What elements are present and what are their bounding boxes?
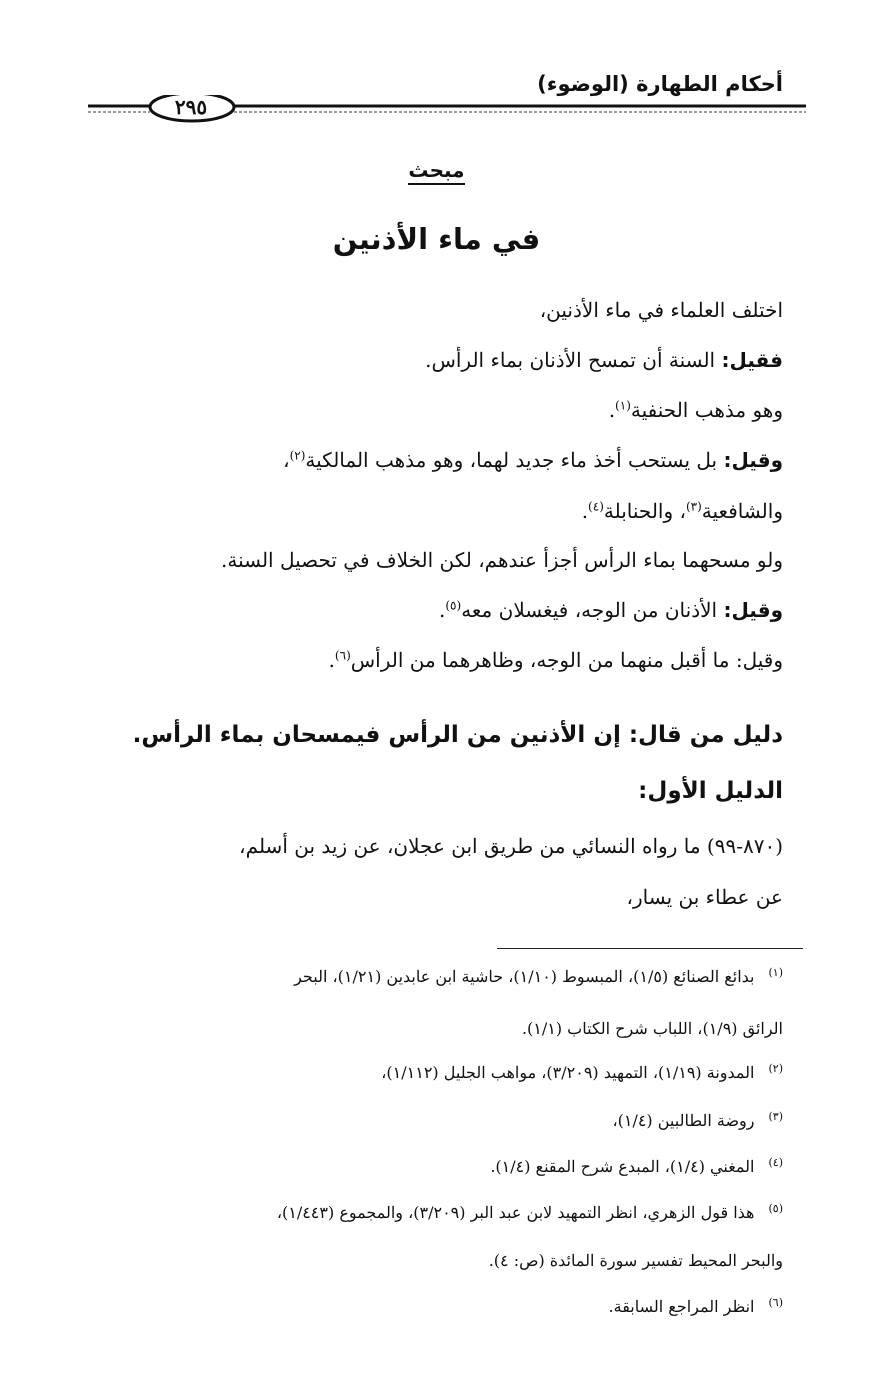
section-kicker: مبحث bbox=[0, 158, 873, 182]
paragraph-5: والشافعية$^{(٣)}$، والحنابلة$^{(٤)}$. bbox=[581, 499, 783, 523]
footnote-6: $^{(٦)}$انظر المراجع السابقة. bbox=[608, 1295, 783, 1316]
footnote-ref-4: (٤) bbox=[588, 499, 604, 514]
paragraph-2: فقيل: السنة أن تمسح الأذنان بماء الرأس. bbox=[425, 348, 783, 372]
footnote-5-line-2: والبحر المحيط تفسير سورة المائدة (ص: ٤). bbox=[488, 1251, 783, 1270]
footnote-2: $^{(٢)}$المدونة (١/١٩)، التمهيد (٣/٢٠٩)، مواهب الجليل (١/١١٢)، bbox=[381, 1061, 783, 1082]
footnote-1-line-2: الرائق (١/٩)، اللباب شرح الكتاب (١/١). bbox=[521, 1019, 783, 1038]
paragraph-9: (٨٧٠-٩٩) ما رواه النسائي من طريق ابن عجلان، عن زيد بن أسلم، bbox=[239, 834, 783, 858]
paragraph-4: وقيل: بل يستحب أخذ ماء جديد لهما، وهو مذهب المالكية$^{(٢)}$، bbox=[283, 448, 783, 472]
footnote-separator bbox=[497, 948, 803, 949]
section-title: في ماء الأذنين bbox=[332, 222, 541, 256]
footnote-ref-1: (١) bbox=[615, 398, 631, 413]
footnote-5-line-1: $^{(٥)}$هذا قول الزهري، انظر التمهيد لابن عبد البر (٣/٢٠٩)، والمجموع (١/٤٤٣)، bbox=[276, 1201, 783, 1222]
footnote-3: $^{(٣)}$روضة الطالبين (١/٤)، bbox=[612, 1109, 783, 1130]
page-number: ٢٩٥ bbox=[174, 95, 208, 119]
footnote-ref-6: (٦) bbox=[334, 648, 351, 663]
evidence-heading: دليل من قال: إن الأذنين من الرأس فيمسحان بماء الرأس. bbox=[132, 722, 783, 748]
paragraph-7: وقيل: الأذنان من الوجه، فيغسلان معه$^{(٥)}$. bbox=[439, 598, 783, 622]
footnote-ref-2: (٢) bbox=[289, 448, 306, 463]
paragraph-8: وقيل: ما أقبل منهما من الوجه، وظاهرهما من الرأس$^{(٦)}$. bbox=[328, 648, 783, 672]
footnote-1-line-1: $^{(١)}$بدائع الصنائع (١/٥)، المبسوط (١/١٠)، حاشية ابن عابدين (١/٢١)، البحر bbox=[294, 965, 783, 986]
paragraph-10: عن عطاء بن يسار، bbox=[626, 885, 783, 909]
first-evidence-heading: الدليل الأول: bbox=[638, 778, 783, 804]
footnote-ref-3: (٣) bbox=[685, 499, 702, 514]
paragraph-3: وهو مذهب الحنفية$^{(١)}$. bbox=[608, 398, 783, 422]
footnote-ref-5: (٥) bbox=[445, 598, 462, 613]
footnote-4: $^{(٤)}$المغني (١/٤)، المبدع شرح المقنع (١/٤). bbox=[490, 1155, 783, 1176]
paragraph-6: ولو مسحهما بماء الرأس أجزأ عندهم، لكن الخلاف في تحصيل السنة. bbox=[220, 548, 783, 572]
running-title: أحكام الطهارة (الوضوء) bbox=[537, 72, 783, 96]
paragraph-1: اختلف العلماء في ماء الأذنين، bbox=[539, 298, 783, 322]
